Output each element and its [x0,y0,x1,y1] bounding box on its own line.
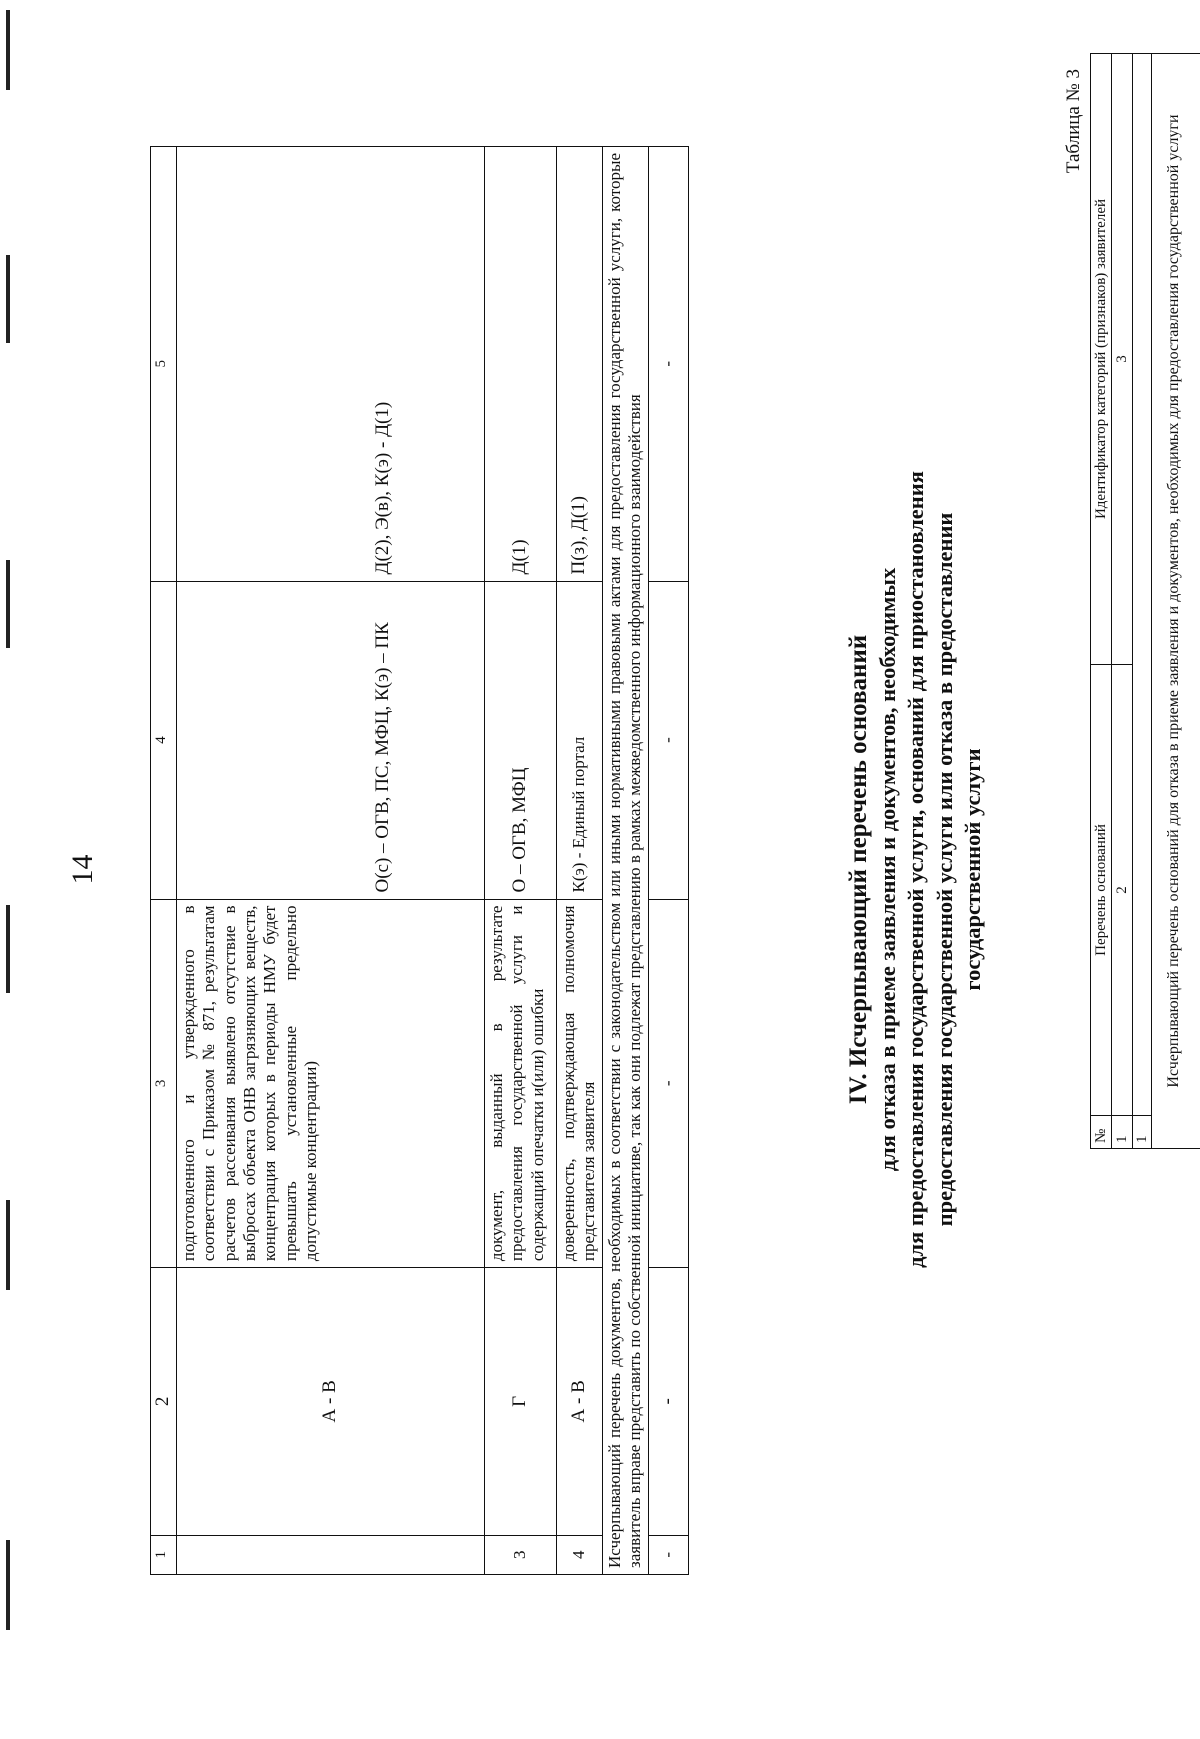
header-cell: 3 [151,899,177,1268]
document-description-cell: документ, выданный в результате предоставления государственной услуги и содержащий опечатки и(или) ошибки [484,899,556,1268]
document-description-cell: подготовленного и утвержденного в соответствии с Приказом № 871, результатам расчетов рассеивания выявлено отсутствие в выбросах объекта ОНВ загрязняющих веществ, концентрация которых в периоды НМУ будет превышать установленные предельно допустимые концентрации) [176,899,484,1268]
submission-method-cell [484,581,556,899]
row-number-cell [176,1535,484,1574]
header-cell: 2 [151,1268,177,1535]
table-row [1133,54,1152,1149]
empty-cell: - [648,1535,688,1574]
section-heading-line: IV. Исчерпывающий перечень оснований [845,634,872,1105]
applicant-category-cell: Г [484,1268,556,1535]
interagency-note-cell: Исчерпывающий перечень документов, необходимых в соответствии с законодательством или иными нормативными правовыми актами для предоставления государственной услуги, которые заявитель вправе представить по собственной инициативе, так как они подлежат представлению в рамках межведомственного информационного взаимодействия [602,147,648,1575]
document-format-text: Д(2), Э(в), К(э) - Д(1) [371,401,393,575]
header-cell: Перечень оснований [1091,665,1112,1116]
submission-method-cell [556,581,602,899]
document-format-cell [556,147,602,582]
applicant-category-cell: А - В [556,1268,602,1535]
table-note-row [602,147,648,1575]
table-row [484,147,556,1575]
submission-method-text: К(э) - Единый портал [569,736,589,893]
table-row [556,147,602,1575]
header-cell: 1 [151,1535,177,1574]
table-row [648,147,688,1575]
submission-method-cell [176,581,484,899]
header-cell: 5 [151,147,177,582]
document-format-cell [176,147,484,582]
submission-method-text: О – ОГВ, МФЦ [508,767,530,893]
documents-table [150,146,689,1575]
empty-cell: - [648,1268,688,1535]
section-heading-line: государственной услуги [960,748,985,991]
empty-cell: - [648,899,688,1268]
empty-cell: - [648,581,688,899]
column-number-cell: 1 [1112,1116,1133,1149]
section-heading-line: для предоставления государственной услуги, оснований для приостановления [903,471,928,1268]
document-format-text: П(з), Д(1) [567,496,589,575]
submission-method-text: О(с) – ОГВ, ПС, МФЦ, К(э) – ПК [371,622,393,893]
row-number-cell: 3 [484,1535,556,1574]
section-heading-line: для отказа в приеме заявления и документов, необходимых [874,567,900,1172]
header-cell: 4 [151,581,177,899]
header-cell: № [1091,1116,1112,1149]
column-number-cell: 3 [1112,54,1133,665]
table-label: Таблица № 3 [1063,69,1084,174]
applicant-category-cell: А - В [176,1268,484,1535]
empty-cell: - [648,147,688,582]
refusal-grounds-list-cell: Исчерпывающий перечень оснований для отказа в приеме заявления и документов, необходимых для предоставления государственной услуги [1152,54,1200,1149]
section-heading-line: предоставления государственной услуги или отказа в предоставлении [931,512,957,1227]
row-number-cell: 1 [1133,1116,1152,1149]
table-header-row [1091,54,1112,1149]
table-number-row [1112,54,1133,1149]
table-row [176,147,484,1575]
spacer-cell [1133,54,1152,1116]
document-format-text: Д(1) [508,539,530,575]
header-cell: Идентификатор категорий (признаков) заявителей [1091,54,1112,665]
page-number: 14 [66,854,99,885]
row-number-cell: 4 [556,1535,602,1574]
section-heading [845,0,988,1739]
column-number-cell: 2 [1112,665,1133,1116]
document-description-cell: доверенность, подтверждающая полномочия представителя заявителя [556,899,602,1268]
document-format-cell [484,147,556,582]
refusal-grounds-table [1090,53,1200,1149]
table-header-row [151,147,177,1575]
table-row [1152,54,1200,1149]
